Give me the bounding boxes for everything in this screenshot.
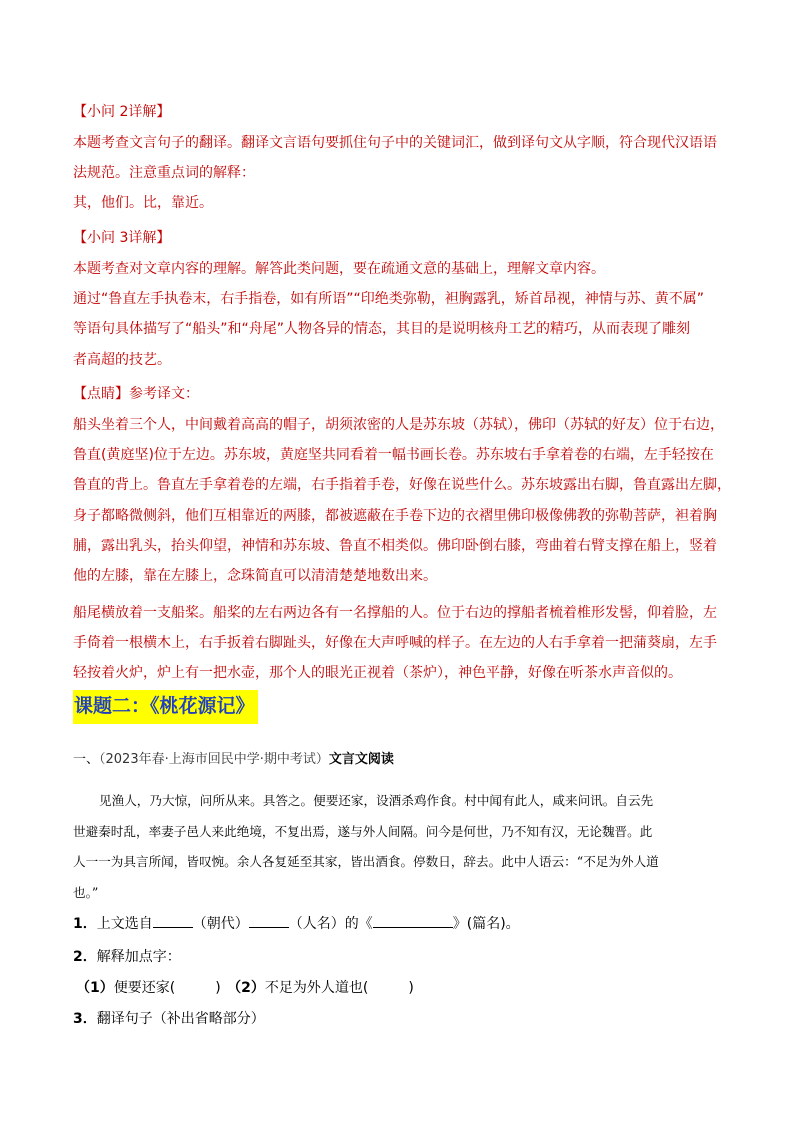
question-2-items: [76, 977, 414, 997]
section2-body: [73, 128, 725, 219]
question-source: （2023年春·上海市回民中学·期中考试）: [99, 752, 329, 767]
question-prefix: 一、: [73, 752, 100, 767]
text-line: 船尾横放着一支船桨。船桨的左右两边各有一名撑船的人。位于右边的撑船者梳着椎形发髻，仰着脸，左: [73, 605, 717, 621]
q1-text: 》(篇名)。: [452, 916, 520, 932]
q2-a-text: 便要还家(: [113, 980, 176, 996]
q3-title: 翻译句子（补出省略部分）: [96, 1011, 265, 1027]
question-2: [73, 946, 181, 966]
q1-text: （人名）的《: [288, 916, 373, 932]
question-1: [73, 913, 520, 933]
passage-line: 世避秦时乱，率妻子邑人来此绝境，不复出焉，遂与外人间隔。问今是何世，乃不知有汉，无论魏晋。此: [73, 823, 653, 839]
question-type: 文言文阅读: [328, 752, 394, 767]
question-3: [73, 1008, 265, 1028]
question-header: [73, 748, 394, 767]
topic-title: 课题二：《桃花源记》: [73, 690, 258, 724]
q2-number: 2．: [73, 949, 97, 965]
section3-heading: 【小问 3详解】: [73, 230, 171, 246]
q2-b-text: 不足为外人道也(: [264, 980, 369, 996]
q1-text: （朝代）: [192, 916, 249, 932]
text-line: 轻按着火炉，炉上有一把水壶，那个人的眼光正视着（茶炉），神色平静，好像在听茶水声音似的。: [73, 665, 682, 682]
q3-number: 3．: [73, 1011, 97, 1027]
q2-a-number: （1）: [76, 980, 114, 996]
translation-para1: [73, 410, 731, 591]
text-line: 通过“鲁直左手执卷末，右手指卷，如有所语”“印绝类弥勒，袒胸露乳，矫首昂视，神情与苏、黄不属”: [73, 291, 705, 308]
q2-b-close: ): [408, 980, 414, 996]
section3-body: [73, 254, 725, 375]
text-line: 身子都略微侧斜，他们互相靠近的两膝，都被遮蔽在手卷下边的衣褶里佛印极像佛教的弥勒菩萨，袒着胸: [73, 507, 717, 524]
passage-line: 见渔人，乃大惊，问所从来。具答之。便要还家，设酒杀鸡作食。村中闻有此人，咸来问讯。自云先: [99, 793, 654, 808]
section2-heading: 【小问 2详解】: [73, 104, 171, 120]
q1-blank-dynasty[interactable]: [153, 913, 193, 928]
text-line: 等语句具体描写了“船头”和“舟尾”人物各异的情态，其目的是说明核舟工艺的精巧，从而表现了雕刻: [73, 321, 691, 338]
text-line: 手倚着一根横木上，右手扳着右脚趾头，好像在大声呼喊的样子。在左边的人右手拿着一把蒲葵扇，左手: [73, 635, 717, 652]
text-line: 本题考查对文章内容的理解。解答此类问题，要在疏通文意的基础上，理解文章内容。: [73, 261, 605, 277]
q1-blank-author[interactable]: [249, 913, 289, 928]
text-line: 其，他们。比，靠近。: [73, 195, 213, 212]
text-line: 鲁直的背上。鲁直左手拿着卷的左端，右手指着手卷，好像在说些什么。苏东坡露出右脚，鲁直露出左脚，: [73, 477, 731, 494]
text-line: 鲁直(黄庭坚)位于左边。苏东坡，黄庭坚共同看着一幅书画长卷。苏东坡右手拿着卷的右端，左手轻按在: [73, 447, 714, 464]
text-line: 他的左膝，靠在左膝上，念珠简直可以清清楚楚地数出来。: [73, 567, 437, 584]
q2-a-close: ): [215, 980, 221, 996]
dianjing-heading: 【点睛】参考译文：: [73, 386, 199, 402]
passage-line: 也。”: [73, 884, 99, 900]
q2-b-number: （2）: [227, 980, 265, 996]
q2-title: 解释加点字：: [96, 949, 181, 965]
text-line: 脯，露出乳头，抬头仰望，神情和苏东坡、鲁直不相类似。佛印卧倒右膝，弯曲着右臂支撑在船上，竖着: [73, 537, 717, 554]
passage-line: 人一一为具言所闻，皆叹惋。余人各复延至其家，皆出酒食。停数日，辞去。此中人语云：“不足为外人道: [73, 854, 659, 869]
q1-text: 上文选自: [96, 916, 153, 932]
translation-para2: [73, 598, 725, 689]
text-line: 者高超的技艺。: [73, 351, 171, 368]
text-line: 法规范。注意重点词的解释：: [73, 165, 255, 182]
q1-blank-title[interactable]: [373, 913, 453, 928]
q1-number: 1．: [73, 916, 97, 932]
text-line: 本题考查文言句子的翻译。翻译文言语句要抓住句子中的关键词汇，做到译句文从字顺，符合现代汉语语: [73, 135, 717, 151]
classical-passage: [73, 786, 733, 908]
text-line: 船头坐着三个人，中间戴着高高的帽子，胡须浓密的人是苏东坡（苏轼），佛印（苏轼的好友）位于右边，: [73, 417, 724, 433]
